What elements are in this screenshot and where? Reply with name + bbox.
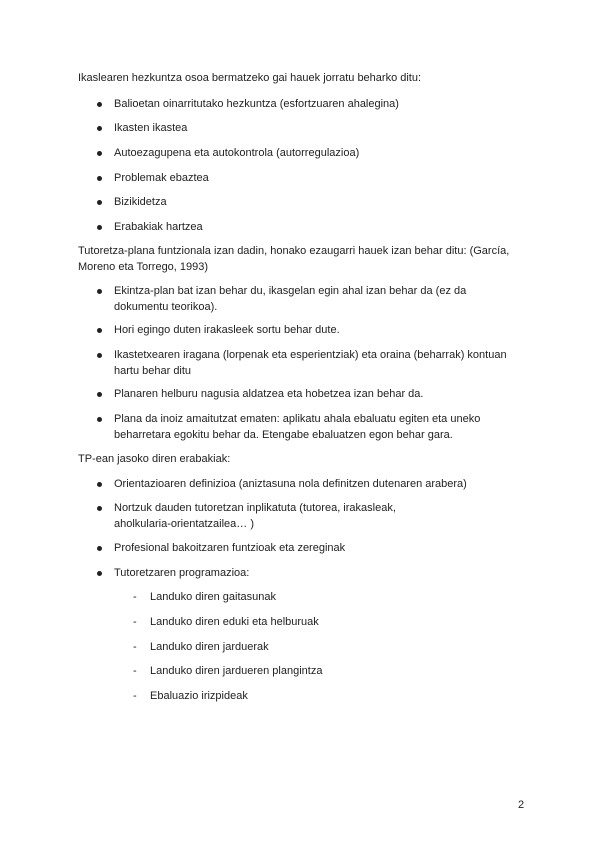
bullet-icon <box>97 571 102 576</box>
list-item-text: Nortzuk dauden tutoretzan inplikatuta (tutorea, irakasleak, aholkularia-orientatzailea… ) <box>114 502 396 530</box>
sublist-item <box>133 614 510 630</box>
list-item-text: Autoezagupena eta autokontrola (autorregulazioa) <box>114 147 360 159</box>
list-item <box>114 540 514 556</box>
sublist-item <box>133 663 510 679</box>
sublist-item <box>133 688 510 704</box>
list-item <box>114 96 514 112</box>
list-item-text: Profesional bakoitzaren funtzioak eta zereginak <box>114 542 346 554</box>
section1-intro: Ikaslearen hezkuntza osoa bermatzeko gai hauek jorratu beharko ditu: <box>78 72 422 84</box>
dash-icon: - <box>133 641 137 653</box>
bullet-icon <box>97 225 102 230</box>
list-item-text: Planaren helburu nagusia aldatzea eta hobetzea izan behar da. <box>114 388 424 400</box>
list-item <box>114 476 514 492</box>
page-number: 2 <box>518 799 525 811</box>
dash-icon: - <box>133 690 137 702</box>
bullet-icon <box>97 151 102 156</box>
bullet-icon <box>97 289 102 294</box>
list-item-text: Ikasten ikastea <box>114 122 188 134</box>
bullet-icon <box>97 126 102 131</box>
bullet-icon <box>97 417 102 422</box>
list-item <box>114 322 514 338</box>
bullet-icon <box>97 392 102 397</box>
list-item-text: Orientazioaren definizioa (aniztasuna nola definitzen dutenaren arabera) <box>114 478 467 490</box>
bullet-icon <box>97 353 102 358</box>
list-item <box>114 347 524 379</box>
bullet-icon <box>97 176 102 181</box>
list-item <box>114 219 514 235</box>
list-item-text: Plana da inoiz amaitutzat ematen: aplikatu ahala ebaluatu egiten eta uneko beharretara egokitu behar da. Etengabe ebaluatzen egon behar gara. <box>114 413 481 441</box>
list-item <box>114 565 514 581</box>
dash-icon: - <box>133 665 137 677</box>
bullet-icon <box>97 546 102 551</box>
bullet-icon <box>97 482 102 487</box>
sublist-item <box>133 639 510 655</box>
list-item <box>114 411 514 443</box>
list-item-text: Ikastetxearen iragana (lorpenak eta esperientziak) eta oraina (beharrak) kontuan hartu behar ditu <box>114 349 507 377</box>
sublist-item-text: Landuko diren eduki eta helburuak <box>150 616 319 628</box>
sublist-item-text: Landuko diren gaitasunak <box>150 591 276 603</box>
list-item-text: Tutoretzaren programazioa: <box>114 567 250 579</box>
list-item-text: Bizikidetza <box>114 196 167 208</box>
sublist-item <box>133 589 510 605</box>
section2-intro: Tutoretza-plana funtzionala izan dadin, honako ezaugarri hauek izan behar ditu: (García, Moreno eta Torrego, 1993) <box>78 245 510 273</box>
sublist-item-text: Landuko diren jarduerak <box>150 641 269 653</box>
list-item-text: Balioetan oinarritutako hezkuntza (esfortzuaren ahalegina) <box>114 98 399 110</box>
section3-intro: TP-ean jasoko diren erabakiak: <box>78 453 231 465</box>
sublist-item-text: Landuko diren jardueren plangintza <box>150 665 323 677</box>
bullet-icon <box>97 328 102 333</box>
bullet-icon <box>97 102 102 107</box>
dash-icon: - <box>133 591 137 603</box>
list-item-text: Problemak ebaztea <box>114 172 209 184</box>
list-item <box>114 170 514 186</box>
list-item <box>114 145 514 161</box>
list-item <box>114 120 514 136</box>
bullet-icon <box>97 506 102 511</box>
list-item <box>114 500 434 532</box>
list-item-text: Erabakiak hartzea <box>114 221 203 233</box>
list-item-text: Ekintza-plan bat izan behar du, ikasgelan egin ahal izan behar da (ez da dokumentu teorikoa). <box>114 285 467 313</box>
sublist-item-text: Ebaluazio irizpideak <box>150 690 248 702</box>
dash-icon: - <box>133 616 137 628</box>
bullet-icon <box>97 200 102 205</box>
list-item <box>114 194 514 210</box>
list-item <box>114 386 514 402</box>
list-item <box>114 283 509 315</box>
list-item-text: Hori egingo duten irakasleek sortu behar dute. <box>114 324 340 336</box>
